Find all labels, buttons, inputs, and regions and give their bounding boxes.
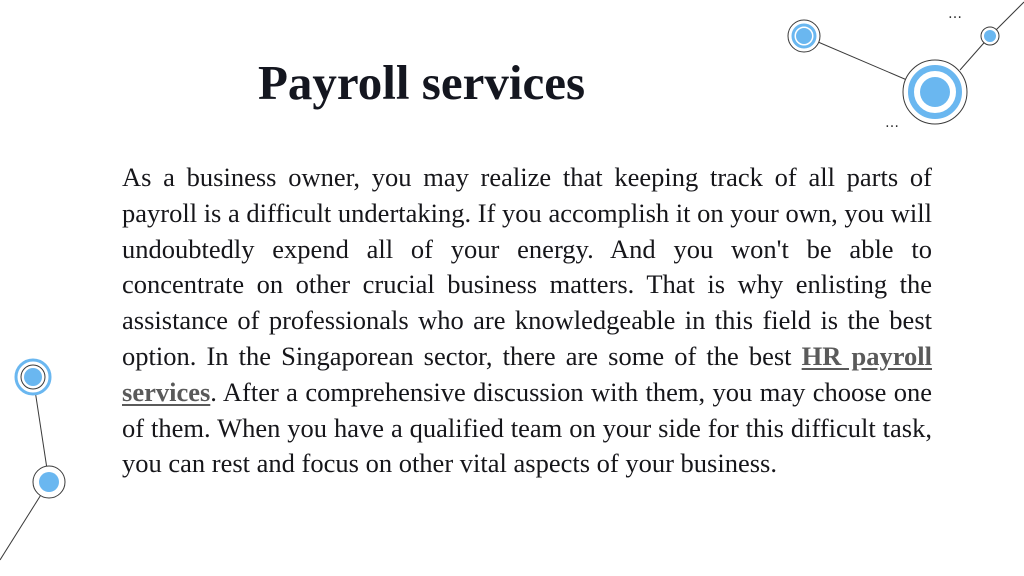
page-title: Payroll services	[258, 55, 586, 110]
node-large-center	[903, 60, 967, 124]
paragraph-text-before-link: As a business owner, you may realize that keeping track of all parts of payroll is a difficult undertaking. If you accomplish it on your own, you will undoubtedly expend all of your energy. And you won't be able to concentrate on other crucial business matters. That is why enlisting the assistance of professionals who are knowledgeable in this field is the best option. In the Singaporean sector, there are some of the best	[122, 162, 932, 371]
paragraph-text-after-link: . After a comprehensive discussion with them, you may choose one of them. When you have a qualified team on your side for this difficult task, you can rest and focus on other vital aspects of your business.	[122, 376, 932, 479]
ellipsis-top: …	[948, 6, 963, 22]
node-small-top-left	[788, 20, 820, 52]
node-left-upper	[16, 360, 50, 394]
ellipsis-bottom: …	[885, 115, 900, 131]
hr-payroll-services-link[interactable]: HR payroll services	[122, 340, 933, 407]
body-paragraph	[122, 160, 932, 482]
node-left-lower	[33, 466, 65, 498]
node-small-top-right	[981, 27, 999, 45]
